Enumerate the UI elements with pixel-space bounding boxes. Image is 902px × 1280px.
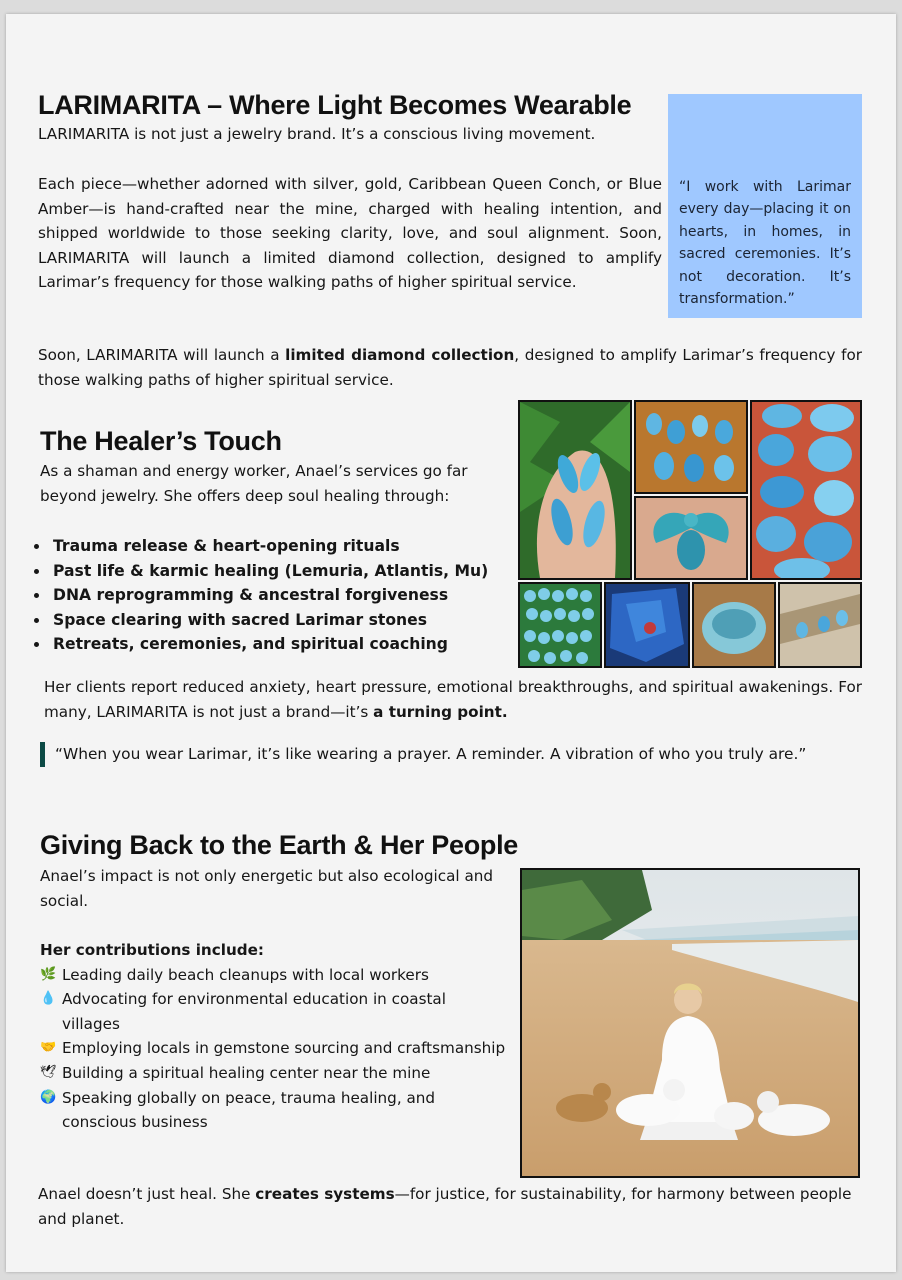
raw-larimar-image <box>606 584 688 666</box>
giving-back-title: Giving Back to the Earth & Her People <box>40 830 519 860</box>
contributions-heading: Her contributions include: <box>40 941 265 959</box>
beach-photo <box>520 868 860 1178</box>
list-item: • Retreats, ceremonies, and spiritual coaching <box>50 632 546 657</box>
wood-pendants-image <box>636 402 746 492</box>
diamond-paragraph: Soon, LARIMARITA will launch a limited diamond collection, designed to amplify Larimar’s frequency for those walking paths of higher spiritual service. <box>38 346 863 389</box>
list-item: • Trauma release & heart-opening rituals <box>50 534 546 559</box>
turning-point-highlight: a turning point. <box>373 702 508 721</box>
list-item: 🌿 Leading daily beach cleanups with local workers <box>40 963 506 988</box>
contributions-list <box>40 938 506 1135</box>
list-item: • Past life & karmic healing (Lemuria, Atlantis, Mu) <box>50 559 546 584</box>
gallery-wood-pendants <box>634 400 748 494</box>
gallery-raw-larimar <box>604 582 690 668</box>
gallery-tumbled-stones <box>750 400 862 580</box>
quote-box <box>668 94 862 318</box>
list-item: • DNA reprogramming & ancestral forgiveness <box>50 583 546 608</box>
list-item: 🤝 Employing locals in gemstone sourcing and craftsmanship <box>40 1036 506 1061</box>
gallery-larimar-bowl <box>692 582 776 668</box>
list-item: 🕊 Building a spiritual healing center near the mine <box>40 1061 506 1086</box>
diamond-highlight: limited diamond collection <box>285 346 515 364</box>
gallery-angel-pendant <box>634 496 748 580</box>
larimar-bowl-image <box>694 584 774 666</box>
angel-pendant-image <box>636 498 746 578</box>
bead-bracelet-image <box>520 584 600 666</box>
pull-quote <box>40 742 877 767</box>
closing-paragraph: Anael doesn’t just heal. She creates systems—for justice, for sustainability, for harmony between people and planet. <box>38 1185 852 1228</box>
pull-quote-text: “When you wear Larimar, it’s like wearing a prayer. A reminder. A vibration of who you truly are.” <box>55 745 807 763</box>
dove-icon: 🕊 <box>40 1064 57 1080</box>
impact-intro: Anael’s impact is not only energetic but also ecological and social. <box>40 867 494 910</box>
beach-dogs-image <box>522 870 858 1176</box>
brand-paragraph: Each piece—whether adorned with silver, gold, Caribbean Queen Conch, or Blue Amber—is hand-crafted near the mine, charged with healing intention, and shipped worldwide to those seeking clarity, love, and soul alignment. Soon, LARIMARITA will launch a limited diamond collection, designed to amplify Larimar’s frequency for those walking paths of higher spiritual service. <box>38 175 662 292</box>
quote-box-text: “I work with Larimar every day—placing it on hearts, in homes, in sacred ceremonies. It’s not decoration. It’s transformation.” <box>679 179 851 308</box>
tumbled-stones-image <box>752 402 860 578</box>
document-page <box>6 14 896 1272</box>
page-title: LARIMARITA – Where Light Becomes Wearable <box>38 90 632 120</box>
leaf-icon: 🌿 <box>40 966 57 982</box>
healer-intro: As a shaman and energy worker, Anael’s services go far beyond jewelry. She offers deep soul healing through: <box>40 462 468 505</box>
list-item: 💧 Advocating for environmental education in coastal villages <box>40 987 506 1036</box>
gallery-hand-pendants <box>518 400 632 580</box>
droplet-icon: 💧 <box>40 991 57 1007</box>
gallery-driftwood-pendants <box>778 582 862 668</box>
handshake-icon: 🤝 <box>40 1040 57 1056</box>
gallery-bead-bracelet <box>518 582 602 668</box>
clients-paragraph: Her clients report reduced anxiety, heart pressure, emotional breakthroughs, and spiritual awakenings. For many, LARIMARITA is not just a brand—it’s a turning point. <box>44 678 862 721</box>
healer-title: The Healer’s Touch <box>40 426 282 456</box>
list-item: • Space clearing with sacred Larimar stones <box>50 608 546 633</box>
intro-line: LARIMARITA is not just a jewelry brand. It’s a conscious living movement. <box>38 125 596 143</box>
creates-systems-highlight: creates systems <box>255 1185 395 1203</box>
healing-list <box>22 534 546 657</box>
hand-pendants-image <box>520 402 630 578</box>
list-item: 🌍 Speaking globally on peace, trauma healing, and conscious business <box>40 1086 506 1135</box>
driftwood-pendants-image <box>780 584 860 666</box>
globe-icon: 🌍 <box>40 1089 57 1105</box>
